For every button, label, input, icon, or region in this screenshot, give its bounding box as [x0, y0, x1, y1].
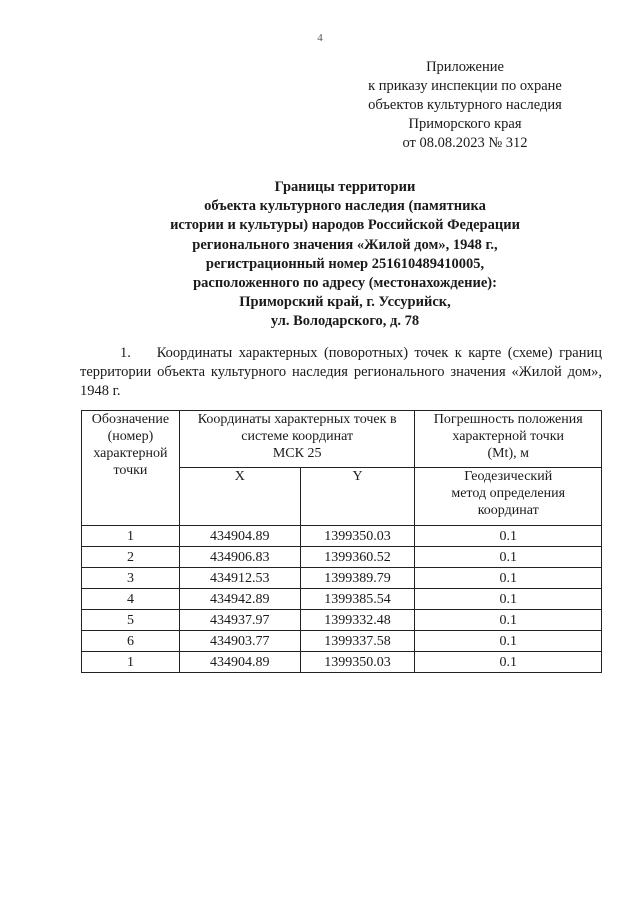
cell-y: 1399350.03: [300, 526, 415, 547]
title-line: Границы территории: [274, 179, 416, 195]
cell-point: 6: [82, 631, 180, 652]
cell-mt: 0.1: [415, 547, 602, 568]
title-line: истории и культуры) народов Российской Федерации: [170, 217, 520, 234]
cell-y: 1399389.79: [300, 568, 415, 589]
appendix-line: Приложение: [426, 59, 504, 75]
cell-y: 1399337.58: [300, 631, 415, 652]
paragraph-text: Координаты характерных (поворотных) точек к карте (схеме) границ территории объекта культурного наследия регионального значения «Жилой дом», 1948 г.: [80, 345, 602, 399]
cell-mt: 0.1: [415, 652, 602, 673]
cell-point: 2: [82, 547, 180, 568]
title-line: расположенного по адресу (местонахождение):: [193, 275, 497, 292]
table-row: [82, 610, 602, 631]
cell-point: 1: [82, 526, 180, 547]
table-header-row: [82, 411, 602, 468]
cell-point: 1: [82, 652, 180, 673]
title-line: регистрационный номер 251610489410005,: [205, 255, 485, 272]
cell-point: 3: [82, 568, 180, 589]
header-method: Геодезический метод определения координат: [415, 468, 602, 526]
cell-point: 4: [82, 589, 180, 610]
cell-x: 434937.97: [179, 610, 300, 631]
cell-x: 434904.89: [179, 526, 300, 547]
cell-y: 1399385.54: [300, 589, 415, 610]
header-x: X: [179, 468, 300, 526]
title-line: регионального значения «Жилой дом», 1948 г.,: [192, 236, 498, 253]
document-title: [80, 178, 610, 332]
paragraph-number: 1.: [120, 345, 131, 361]
appendix-line: объектов культурного наследия: [368, 97, 562, 113]
cell-mt: 0.1: [415, 568, 602, 589]
header-y: Y: [300, 468, 415, 526]
cell-y: 1399332.48: [300, 610, 415, 631]
table-row: [82, 568, 602, 589]
cell-x: 434912.53: [179, 568, 300, 589]
table-row: [82, 631, 602, 652]
coordinates-table: [81, 410, 602, 673]
title-line: ул. Володарского, д. 78: [270, 313, 420, 330]
cell-point: 5: [82, 610, 180, 631]
title-line: объекта культурного наследия (памятника: [204, 198, 486, 215]
table-row: [82, 589, 602, 610]
header-accuracy: Погрешность положения характерной точки (Mt), м: [415, 411, 602, 468]
title-line: Приморский край, г. Уссурийск,: [239, 294, 451, 311]
appendix-line: от 08.08.2023 № 312: [402, 135, 528, 151]
appendix-line: к приказу инспекции по охране: [368, 78, 562, 94]
header-coordinates: Координаты характерных точек в системе координат МСК 25: [179, 411, 415, 468]
cell-x: 434906.83: [179, 547, 300, 568]
cell-x: 434903.77: [179, 631, 300, 652]
cell-mt: 0.1: [415, 589, 602, 610]
page-number: 4: [317, 32, 323, 44]
cell-x: 434904.89: [179, 652, 300, 673]
cell-mt: 0.1: [415, 610, 602, 631]
appendix-line: Приморского края: [408, 116, 522, 132]
cell-mt: 0.1: [415, 631, 602, 652]
appendix-block: [350, 58, 580, 153]
cell-y: 1399360.52: [300, 547, 415, 568]
paragraph: [80, 344, 602, 401]
table-row: [82, 652, 602, 673]
header-point-designation: Обозначение (номер) характерной точки: [82, 411, 180, 526]
cell-mt: 0.1: [415, 526, 602, 547]
table-row: [82, 547, 602, 568]
table-row: [82, 526, 602, 547]
cell-x: 434942.89: [179, 589, 300, 610]
cell-y: 1399350.03: [300, 652, 415, 673]
